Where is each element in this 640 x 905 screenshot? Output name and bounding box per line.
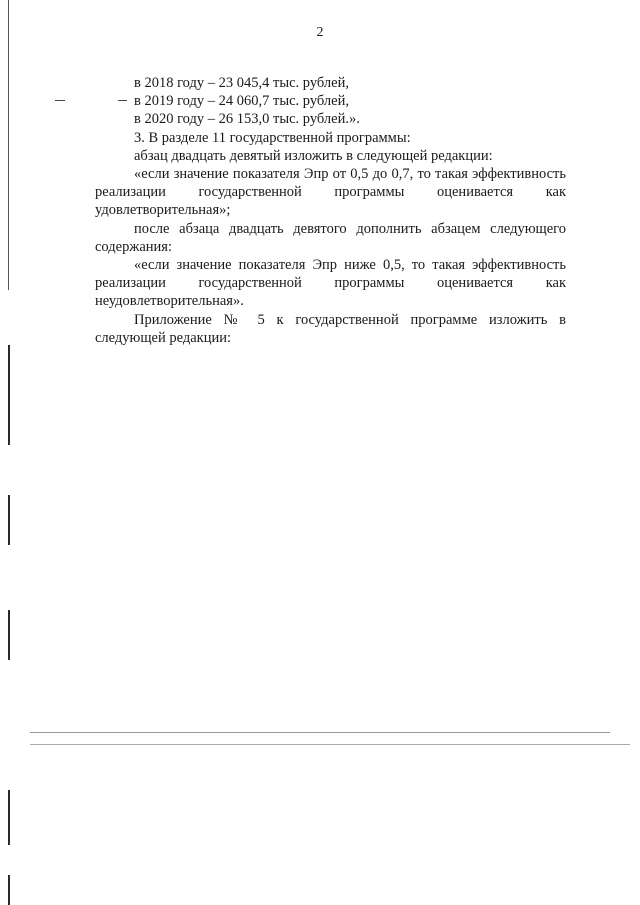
funding-line-2019: в 2019 году – 24 060,7 тыс. рублей, <box>134 93 349 110</box>
scan-dash <box>118 100 127 101</box>
scan-edge-mark <box>8 495 10 545</box>
instruction-paragraph-29: абзац двадцать девятый изложить в следующей редакции: <box>134 147 493 164</box>
section-heading: 3. В разделе 11 государственной программы: <box>134 129 411 146</box>
scan-edge-mark <box>8 0 9 290</box>
scan-edge-mark <box>8 345 10 445</box>
page-number: 2 <box>316 25 324 40</box>
scan-line <box>30 732 610 733</box>
document-body <box>95 74 566 347</box>
scan-edge-mark <box>8 875 10 905</box>
appendix-instruction: Приложение № 5 к государственной программе изложить в следующей редакции: <box>95 311 566 346</box>
instruction-add-paragraph: после абзаца двадцать девятого дополнить абзацем следующего содержания: <box>95 220 566 255</box>
quote-satisfactory: «если значение показателя Эпр от 0,5 до 0,7, то такая эффективность реализации государственной программы оценивается как удовлетворительная»; <box>95 166 566 219</box>
quote-unsatisfactory: «если значение показателя Эпр ниже 0,5, то такая эффективность реализации государственной программы оценивается как неудовлетворительная». <box>95 257 566 310</box>
scan-dash <box>55 100 65 101</box>
funding-line-2020: в 2020 году – 26 153,0 тыс. рублей.». <box>134 111 360 128</box>
scan-edge-mark <box>8 790 10 845</box>
funding-line-2018: в 2018 году – 23 045,4 тыс. рублей, <box>134 75 349 91</box>
scan-line <box>30 744 630 745</box>
scan-edge-mark <box>8 610 10 660</box>
